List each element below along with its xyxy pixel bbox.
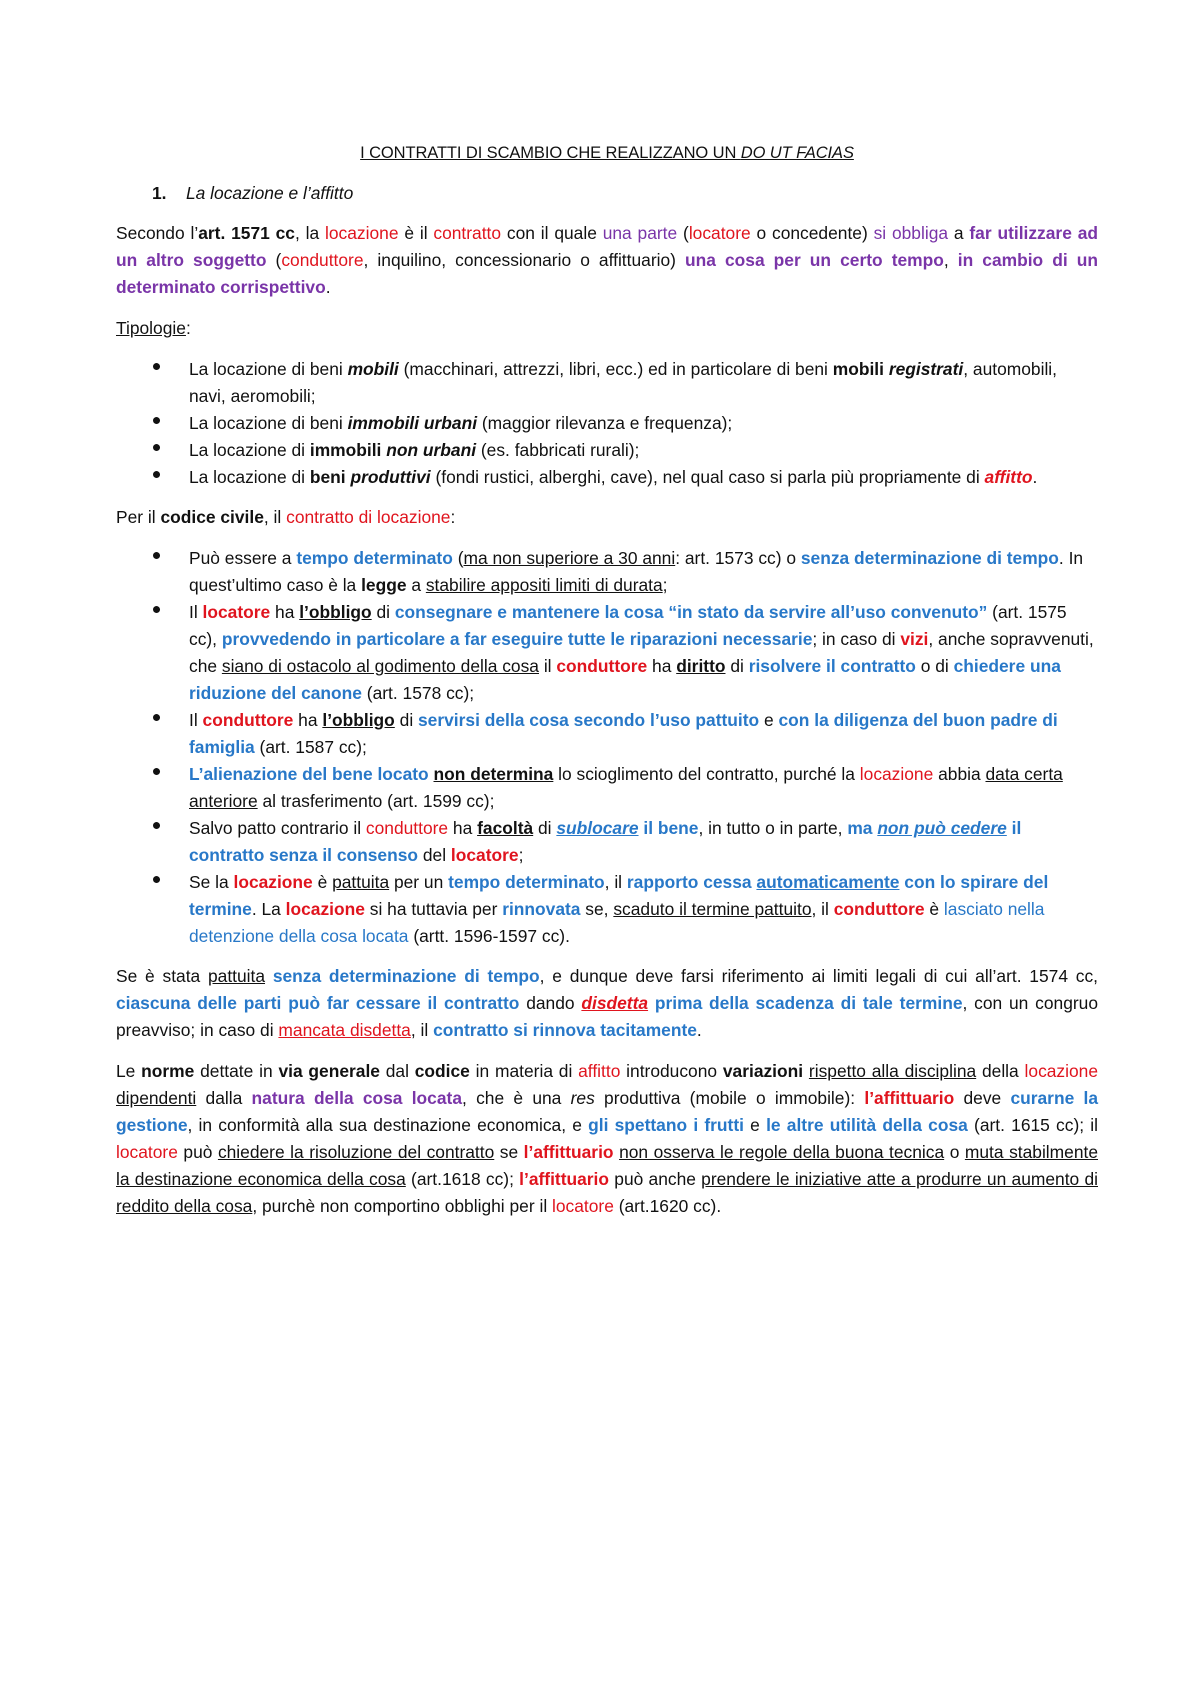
text-run: (fondi rustici, alberghi, cave), nel qual caso si parla più propriamente di [430,467,985,487]
tipologie-label [116,315,1098,342]
text-run: il contratto senza il consenso [189,818,1022,865]
text-run: vizi [900,629,929,649]
text-run: locatore [688,223,751,243]
text-run: La locazione di beni [189,413,348,433]
text-run: di [371,602,395,622]
text-run: con lo spirare del termine [189,872,1049,919]
text-run: . [325,277,331,297]
text-run: muta stabilmente la destinazione economica della cosa [116,1142,1099,1189]
text-run: affitto [578,1061,621,1081]
text-run: o di [915,656,954,676]
text-run: , in conformità alla sua destinazione economica, e [187,1115,589,1135]
text-run: ha [448,818,478,838]
text-run: locazione [859,764,934,784]
text-run: norme [141,1061,195,1081]
text-run: (art. 1615 cc); il [967,1115,1099,1135]
text-run: Per il [116,507,161,527]
text-run: rapporto cessa [626,872,752,892]
text-run: ; in caso di [812,629,901,649]
text-run: ha [293,710,323,730]
document-title [116,140,1098,167]
text-run: non osserva le regole della buona tecnica [619,1142,945,1162]
text-run: l’affittuario [519,1169,610,1189]
text-run: (art. 1587 cc); [254,737,367,757]
text-run: Salvo patto contrario il [189,818,366,838]
text-run: , e dunque deve farsi riferimento ai limiti legali di cui all’art. 1574 cc, [539,966,1098,986]
text-run: stabilire appositi limiti di durata [425,575,663,595]
text-run: contratto si rinnova tacitamente [433,1020,697,1040]
list-item [116,761,1098,815]
text-run: ( [452,548,464,568]
text-run: di [533,818,557,838]
text-run: , in tutto o in parte, [698,818,848,838]
text-run: risolvere il contratto [748,656,916,676]
text-run: disdetta [581,993,649,1013]
text-run: può [177,1142,218,1162]
text-run: : art. 1573 cc) o [675,548,801,568]
bullet-icon [152,470,161,479]
text-run: ha [270,602,300,622]
text-run: deve [954,1088,1011,1108]
text-run: le altre utilità della cosa [766,1115,968,1135]
text-run: è [312,872,333,892]
text-run: a [406,575,426,595]
intro-paragraph [116,220,1098,301]
text-run: e [743,1115,767,1135]
text-run: non determina [433,764,554,784]
list-item [116,464,1098,491]
text-run: mobili [832,359,884,379]
list-item [116,545,1098,599]
text-run: ciascuna delle parti può far cessare il contratto [116,993,520,1013]
text-run: di [394,710,419,730]
text-run: art. 1571 cc [198,223,295,243]
text-run: abbia [933,764,986,784]
text-run: ma [847,818,873,838]
text-run: l’obbligo [299,602,372,622]
text-run: in cambio di un determinato corrispettivo [116,250,1099,297]
text-run: La locazione di [189,440,310,460]
text-run: natura della cosa locata [251,1088,462,1108]
text-run: a [948,223,970,243]
rules-list [116,545,1098,950]
text-run: rinnovata [502,899,581,919]
text-run: legge [361,575,407,595]
text-run: Può essere a [189,548,297,568]
text-run: automaticamente [756,872,900,892]
text-run: codice civile [160,507,264,527]
text-run: l’affittuario [523,1142,614,1162]
list-item [116,599,1098,707]
text-run: , anche sopravvenuti, che [189,629,1094,676]
text-run: locatore [450,845,519,865]
list-item [116,437,1098,464]
text-run: conduttore [281,250,364,270]
list-item [116,410,1098,437]
text-run: (art.1618 cc); [405,1169,520,1189]
text-run: curarne la gestione [116,1088,1099,1135]
text-run: chiedere una riduzione del canone [189,656,1061,703]
text-run [648,993,655,1013]
text-run: l’obbligo [322,710,395,730]
affitto-paragraph [116,1058,1098,1220]
text-run: ( [266,250,282,270]
text-run: , purchè non comportino obblighi per il [252,1196,553,1216]
text-run: locatore [116,1142,178,1162]
text-run: conduttore [202,710,294,730]
bullet-icon [152,416,161,425]
text-run: dettate in [194,1061,279,1081]
text-run: per un [389,872,449,892]
text-run: (maggior rilevanza e frequenza); [477,413,733,433]
document-body [116,140,1098,1234]
text-run: locazione [325,223,399,243]
text-run: il bene [638,818,699,838]
text-run: dipendenti [116,1088,197,1108]
text-run: si ha tuttavia per [364,899,503,919]
text-run: sublocare [556,818,639,838]
section-heading-text: La locazione e l’affitto [186,183,354,203]
text-run: in materia di [469,1061,579,1081]
text-run: senza determinazione di tempo [272,966,540,986]
bullet-icon [152,875,161,884]
text-run: è il [398,223,434,243]
text-run: una cosa per un certo tempo [685,250,944,270]
text-run: è [924,899,944,919]
text-run: affitto [984,467,1033,487]
text-run: tempo determinato [296,548,453,568]
list-item [116,707,1098,761]
text-run: lo scioglimento del contratto, purché la [553,764,860,784]
title-italic: DO UT FACIAS [740,144,854,162]
text-run: , il [604,872,627,892]
text-run: . [1032,467,1038,487]
text-run: Se è stata [116,966,208,986]
text-run: dal [379,1061,415,1081]
text-run: , il [410,1020,434,1040]
text-run: ( [677,223,689,243]
codice-paragraph [116,504,1098,531]
text-run: : [450,507,456,527]
text-run: introducono [620,1061,723,1081]
text-run: produttivi [350,467,431,487]
text-run: del [418,845,451,865]
text-run: , inquilino, concessionario o affittuario) [363,250,685,270]
text-run: contratto [433,223,502,243]
text-run: . In quest’ultimo caso è la [189,548,1084,595]
text-run: o [944,1142,965,1162]
text-run: (art.1620 cc). [613,1196,722,1216]
tacito-paragraph [116,963,1098,1044]
text-run: scaduto il termine pattuito [613,899,812,919]
text-run: , con un congruo preavviso; in caso di [116,993,1099,1040]
text-run: l’affittuario [864,1088,955,1108]
text-run: variazioni [722,1061,804,1081]
text-run: immobili [309,440,382,460]
text-run: con il quale [501,223,603,243]
text-run: locazione [1024,1061,1099,1081]
text-run: Se la [189,872,234,892]
text-run: prima della scadenza di tale termine [654,993,963,1013]
text-run: della [976,1061,1025,1081]
text-run: registrati [888,359,964,379]
text-run: ; [662,575,668,595]
text-run: locazione [233,872,313,892]
text-run: produttiva (mobile o immobile): [594,1088,865,1108]
text-run: tempo determinato [448,872,605,892]
text-run: locatore [552,1196,614,1216]
text-run: : [185,318,191,338]
text-run: servirsi della cosa secondo l’uso pattuito [418,710,760,730]
text-run: locazione [285,899,365,919]
text-run: Le [116,1061,142,1081]
text-run: non urbani [386,440,477,460]
text-run: provvedendo in particolare a far eseguire tutte le riparazioni necessarie [221,629,813,649]
text-run: conduttore [556,656,648,676]
text-run: gli spettano i frutti [588,1115,744,1135]
text-run: Il [189,602,203,622]
text-run: mobili [347,359,399,379]
section-number: 1. [152,183,167,203]
text-run: rispetto alla disciplina [808,1061,977,1081]
text-run: (art. 1578 cc); [361,683,475,703]
text-run: se [494,1142,524,1162]
text-run: beni [309,467,346,487]
list-item [116,815,1098,869]
section-heading [116,180,1098,207]
text-run: conduttore [365,818,449,838]
text-run: si obbliga [873,223,949,243]
text-run: , la [294,223,326,243]
text-run: prendere le iniziative atte a produrre un aumento di reddito della cosa [116,1169,1098,1216]
text-run: facoltà [477,818,534,838]
text-run: consegnare e mantenere la cosa “in stato da servire all’uso convenuto” [394,602,988,622]
text-run: ma non superiore a 30 anni [463,548,676,568]
text-run: una parte [602,223,678,243]
text-run: siano di ostacolo al godimento della cosa [221,656,539,676]
list-item [116,869,1098,950]
text-run: lasciato nella detenzione della cosa locata [189,899,1045,946]
text-run: , il [263,507,287,527]
bullet-icon [152,821,161,830]
text-run: codice [414,1061,470,1081]
text-run: ; [518,845,524,865]
text-run: La locazione di beni [189,359,348,379]
text-run: al trasferimento (art. 1599 cc); [257,791,495,811]
text-run: res [570,1088,595,1108]
text-run: locatore [202,602,271,622]
tipologie-list [116,356,1098,491]
text-run: senza determinazione di tempo [800,548,1059,568]
bullet-icon [152,551,161,560]
text-run: contratto di locazione [286,507,451,527]
text-run: dalla [196,1088,252,1108]
text-run: pattuita [332,872,390,892]
bullet-icon [152,713,161,722]
text-run: data certa anteriore [189,764,1063,811]
text-run: L’alienazione del bene locato [189,764,429,784]
text-run: diritto [676,656,726,676]
text-run: , automobili, navi, aeromobili; [189,359,1057,406]
text-run: , il [811,899,834,919]
text-run: non può cedere [877,818,1007,838]
text-run: il [538,656,557,676]
text-run: far utilizzare ad un altro soggetto [116,223,1098,270]
bullet-icon [152,605,161,614]
text-run: con la diligenza del buon padre di famiglia [189,710,1058,757]
text-run: Secondo l’ [116,223,199,243]
text-run: (macchinari, attrezzi, libri, ecc.) ed in particolare di beni [398,359,833,379]
list-item [116,356,1098,410]
text-run: di [725,656,749,676]
text-run: (artt. 1596-1597 cc). [408,926,570,946]
text-run: conduttore [833,899,925,919]
text-run: , [943,250,958,270]
text-run: . La [251,899,286,919]
text-run: dando [519,993,582,1013]
text-run: La locazione di [189,467,310,487]
text-run: pattuita [207,966,266,986]
text-run: se, [580,899,614,919]
text-run: o concedente) [750,223,874,243]
bullet-icon [152,362,161,371]
text-run: Tipologie [116,318,186,338]
text-run: chiedere la risoluzione del contratto [217,1142,495,1162]
text-run: ha [647,656,677,676]
text-run: Il [189,710,203,730]
bullet-icon [152,767,161,776]
text-run: via generale [278,1061,380,1081]
text-run: (es. fabbricati rurali); [476,440,640,460]
title-text: I CONTRATTI DI SCAMBIO CHE REALIZZANO UN [360,144,741,162]
text-run: (art. 1575 cc), [189,602,1067,649]
text-run: mancata disdetta [278,1020,411,1040]
text-run: . [696,1020,702,1040]
text-run: e [759,710,779,730]
bullet-icon [152,443,161,452]
text-run: può anche [609,1169,702,1189]
text-run: , che è una [462,1088,571,1108]
text-run [265,966,273,986]
text-run: immobili urbani [347,413,478,433]
